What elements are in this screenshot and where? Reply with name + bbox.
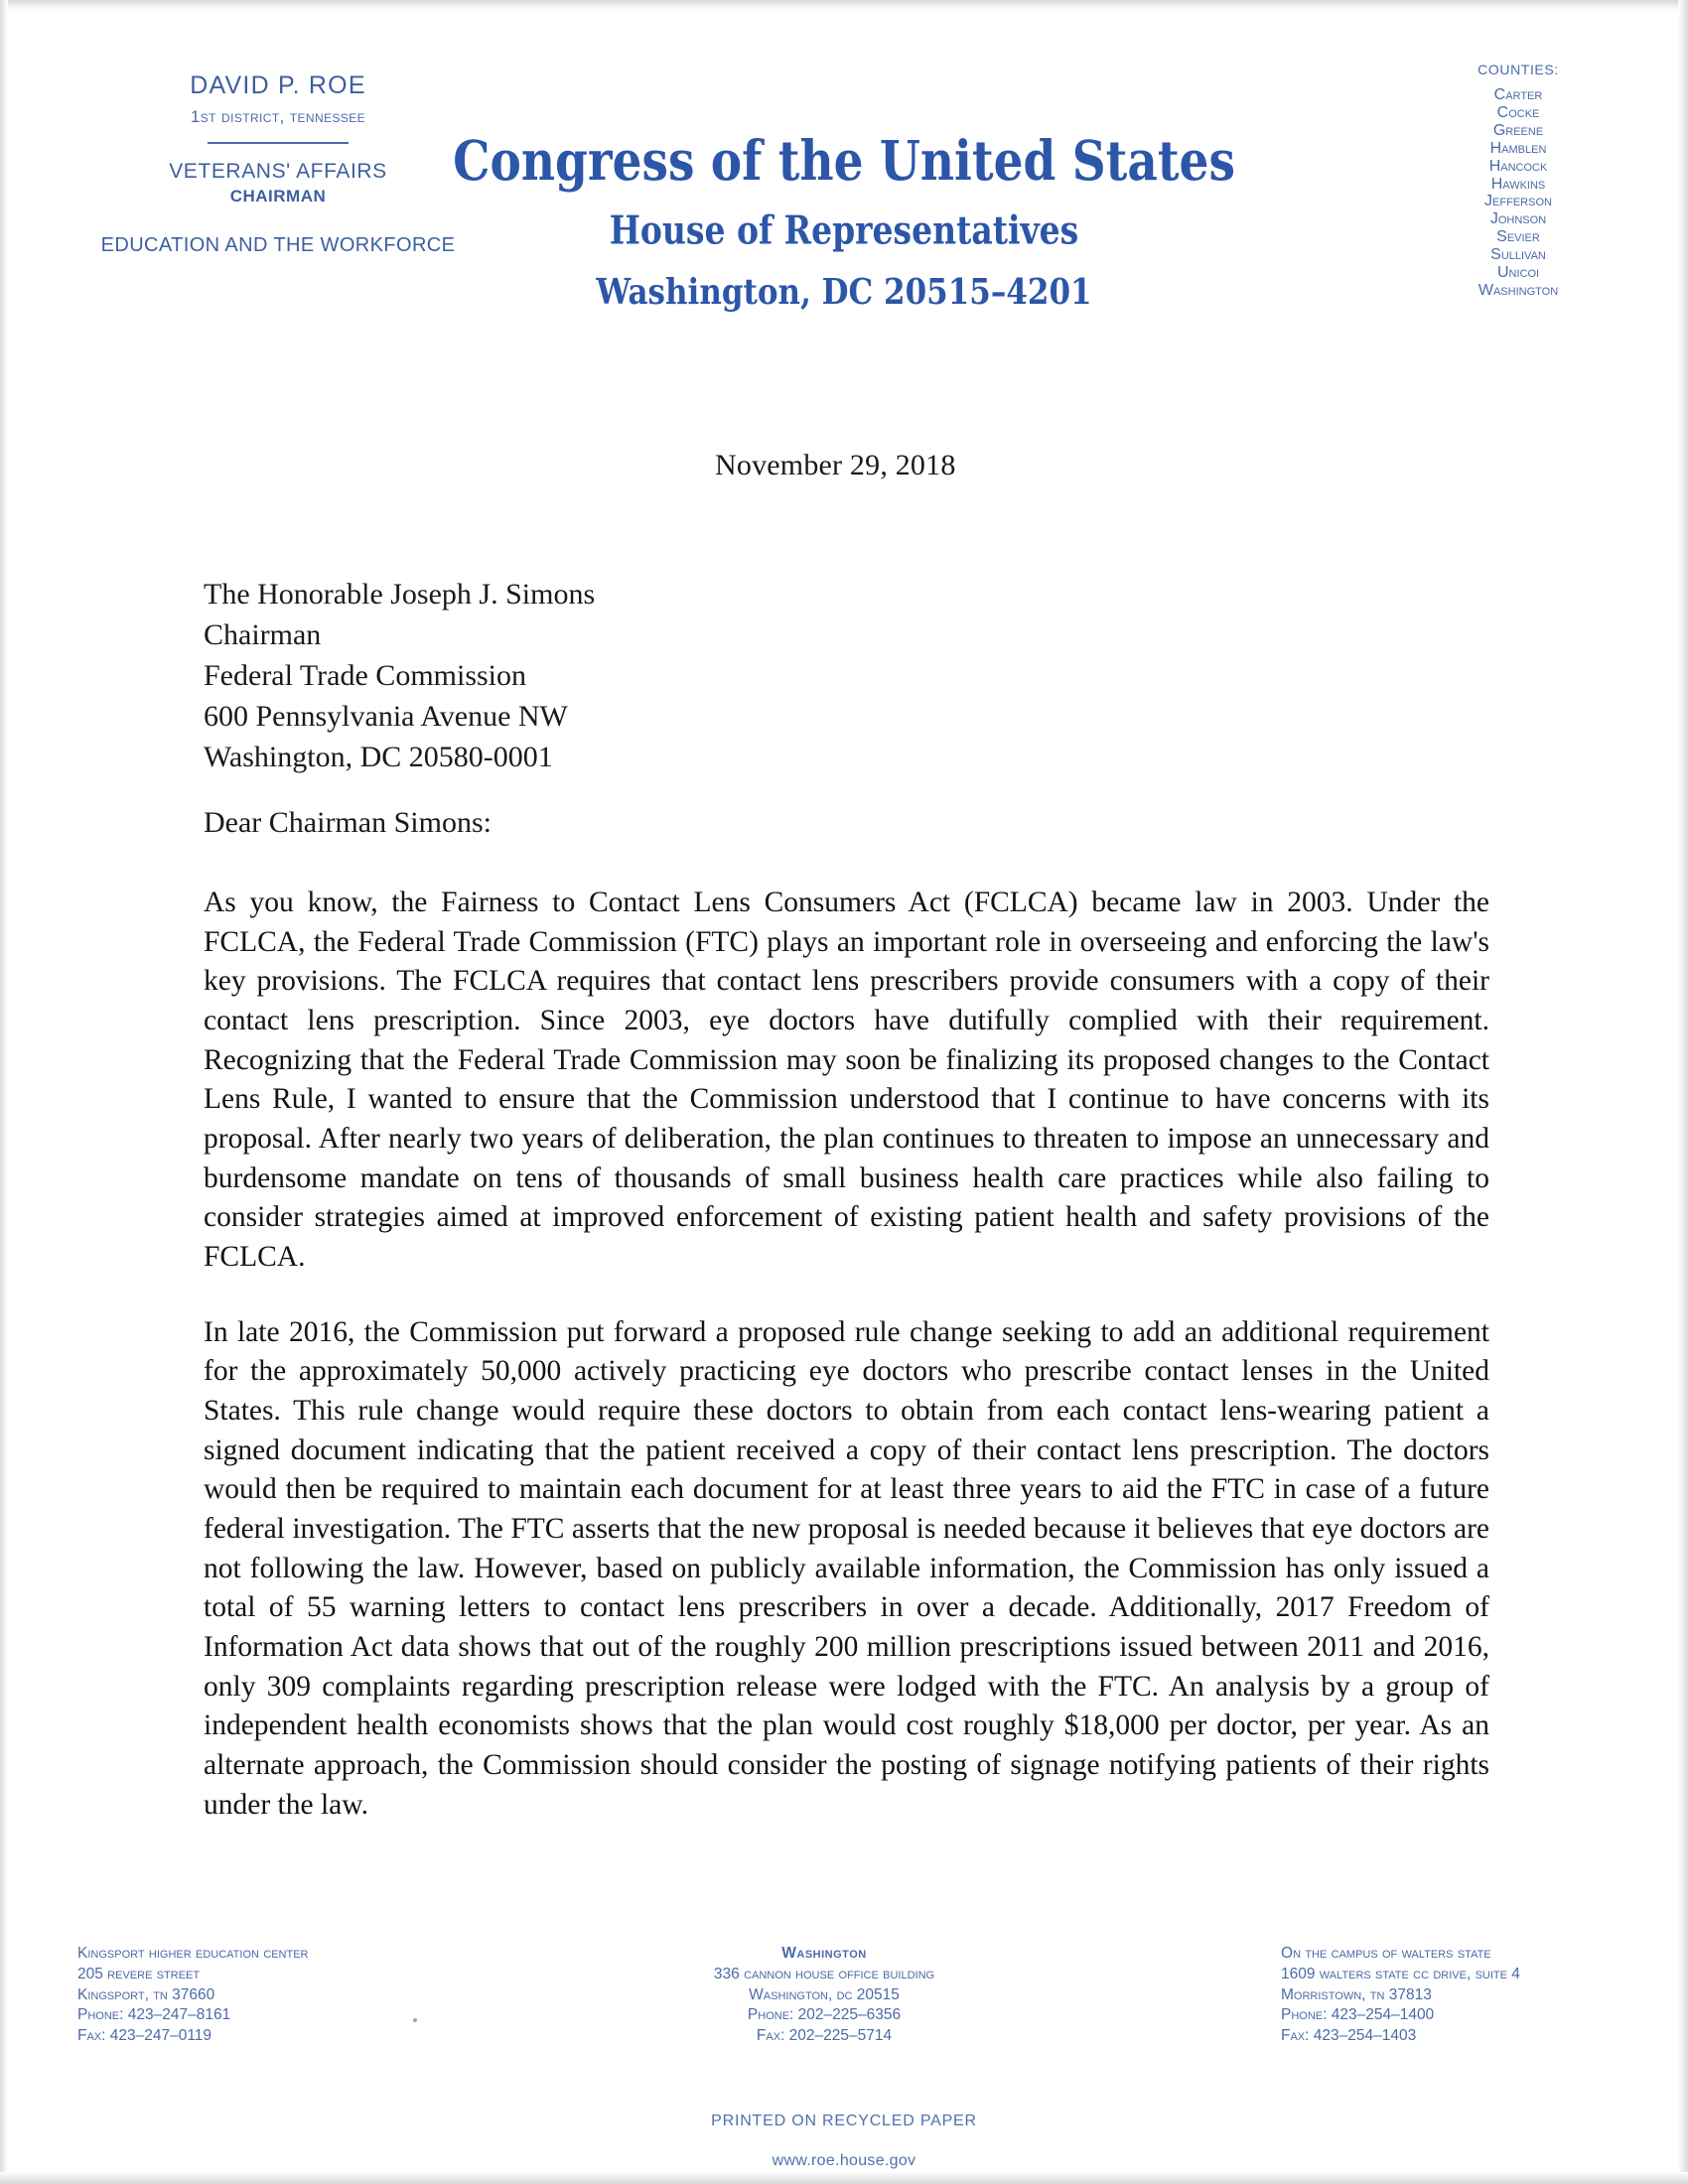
member-info-block [70,71,487,257]
county-item: Hawkins [1490,175,1546,193]
county-item: Hancock [1488,157,1548,175]
recipient-address-block [204,574,595,777]
scan-artifact-mark [413,2018,417,2022]
office-name: Washington [781,1945,867,1962]
office-city: Washington, dc 20515 [749,1985,900,2003]
masthead-address: Washington, DC 20515–4201 [596,272,1092,314]
recipient-street: 600 Pennsylvania Avenue NW [204,700,568,734]
county-item: Johnson [1489,210,1547,228]
footer-bottom-notices [0,2113,1688,2170]
letter-date: November 29, 2018 [715,449,956,481]
office-street: 336 cannon house office building [713,1965,935,1982]
office-street: 1609 walters state cc drive, suite 4 [1281,1965,1520,1982]
county-item: Washington [1477,281,1559,299]
office-city: Kingsport, tn 37660 [77,1985,215,2003]
recycled-paper-notice: PRINTED ON RECYCLED PAPER [711,2113,977,2129]
recipient-city-state-zip: Washington, DC 20580-0001 [204,741,553,774]
congress-masthead [427,129,1261,314]
office-fax: Fax: 423–247–0119 [77,2027,212,2045]
office-phone: Phone: 423–247–8161 [77,2006,231,2024]
county-item: Unicoi [1496,264,1540,282]
counties-list [1414,86,1622,300]
office-street: 205 revere street [77,1965,201,1982]
member-name: DAVID P. ROE [190,71,366,99]
footer-office-washington [616,1944,1033,2047]
county-item: Hamblen [1489,139,1547,157]
member-district: 1st district, tennessee [190,107,366,126]
masthead-chamber: House of Representatives [609,207,1079,254]
counties-block [1414,62,1622,300]
body-paragraph-1: As you know, the Fairness to Contact Lens Consumers Act (FCLCA) became law in 2003. Under the FCLCA, the Federal Trade Commission (FTC) plays an important role in overseeing and enforcing the law's key provisions. The FCLCA requires that contact lens prescribers provide consumers with a copy of their contact lens prescription. Since 2003, eye doctors have dutifully complied with their requirement. Recognizing that the Federal Trade Commission may soon be finalizing its proposed changes to the Contact Lens Rule, I wanted to ensure that the Commission understood that I continue to have concerns with its proposal. After nearly two years of deliberation, the plan continues to threaten to impose an unnecessary and burdensome mandate on tens of thousands of small business health care practices while also failing to consider strategies aimed at improved enforcement of existing patient health and safety provisions of the FCLCA. [204,887,1489,1274]
office-phone: Phone: 423–254–1400 [1281,2006,1435,2024]
scan-edge-top [0,0,1688,10]
county-item: Greene [1492,121,1544,139]
committee-role: CHAIRMAN [229,187,327,205]
recipient-name: The Honorable Joseph J. Simons [204,578,596,611]
county-item: Sevier [1496,228,1540,246]
office-name: Kingsport higher education center [77,1945,309,1962]
website-url: www.roe.house.gov [772,2152,916,2169]
recipient-agency: Federal Trade Commission [204,659,527,693]
footer-office-morristown [1281,1944,1678,2047]
county-item: Cocke [1496,103,1540,121]
counties-title: COUNTIES: [1477,62,1559,77]
footer-office-kingsport [77,1944,308,2047]
county-item: Sullivan [1490,246,1546,264]
letter-body [204,884,1489,1825]
office-fax: Fax: 423–254–1403 [1281,2027,1417,2045]
scan-edge-bottom [0,2172,1688,2184]
office-name: On the campus of walters state [1281,1945,1491,1962]
salutation: Dear Chairman Simons: [204,806,492,839]
letterhead-header [0,62,1688,340]
county-item: Carter [1493,86,1543,103]
committee-primary: VETERANS' AFFAIRS [169,160,387,183]
body-paragraph-2: In late 2016, the Commission put forward a proposed rule change seeking to add an additional requirement for the approximately 50,000 actively practicing eye doctors who prescribe contact lenses in the United States. This rule change would require these doctors to obtain from each contact lens-wearing patient a signed document indicating that the patient received a copy of their contact lens prescription. The doctors would then be required to maintain each document for at least three years to aid the FTC in case of a future federal investigation. The FTC asserts that the new proposal is needed because it believes that eye doctors are not following the law. However, based on publicly available information, the Commission has only issued a total of 55 warning letters to contact lens prescribers in over a decade. Additionally, 2017 Freedom of Information Act data shows that out of the roughly 200 million prescriptions issued between 2011 and 2016, only 309 complaints regarding prescription release were lodged with the FTC. An analysis by a group of independent health economists shows that the plan would cost roughly $18,000 per doctor, per year. As an alternate approach, the Commission should consider the posting of signage notifying patients of their rights under the law. [204,1315,1489,1821]
office-city: Morristown, tn 37813 [1281,1985,1432,2003]
recipient-title: Chairman [204,618,322,652]
office-fax: Fax: 202–225–5714 [756,2027,893,2045]
office-phone: Phone: 202–225–6356 [747,2006,902,2024]
committee-secondary: EDUCATION AND THE WORKFORCE [100,234,456,256]
masthead-congress: Congress of the United States [453,129,1235,195]
header-divider-rule [208,142,349,144]
county-item: Jefferson [1484,193,1552,210]
